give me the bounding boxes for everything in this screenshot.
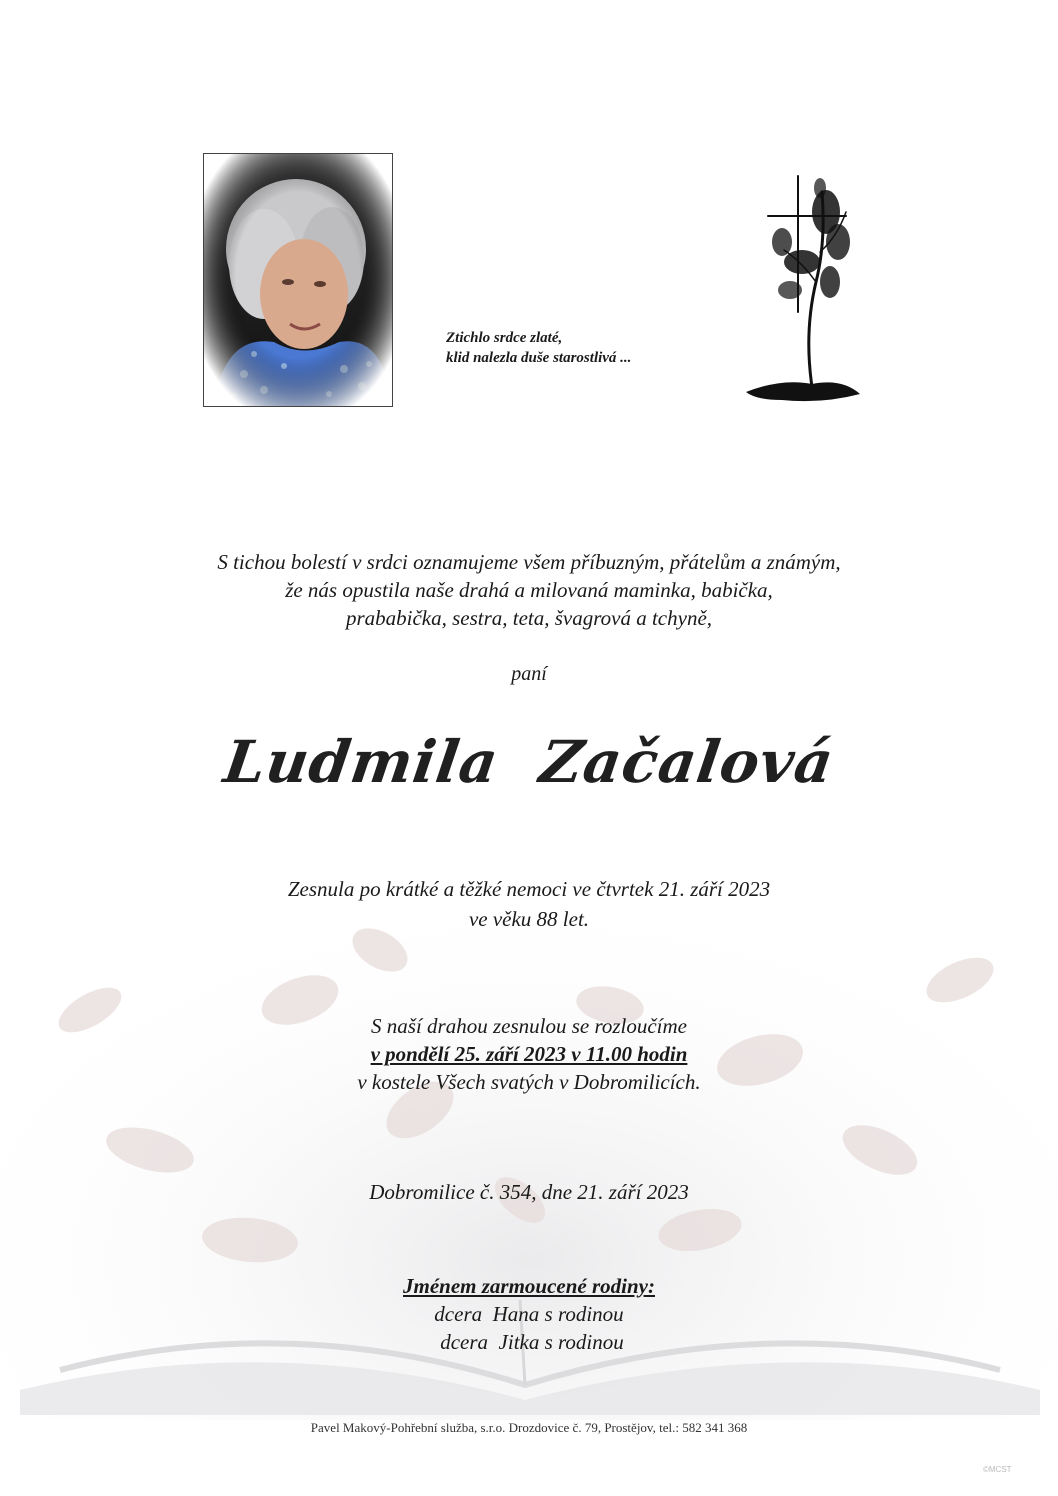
portrait-photo: [203, 153, 393, 407]
intro-line: že nás opustila naše drahá a milovaná maminka, babička,: [285, 578, 773, 602]
honorific: paní: [511, 663, 547, 685]
family-member: dcera Hana s rodinou: [434, 1302, 624, 1326]
motto-line: klid nalezla duše starostlivá ...: [446, 350, 632, 366]
motto: [446, 328, 631, 368]
funeral-service-footer: Pavel Makový-Pohřební služba, s.r.o. Drozdovice č. 79, Prostějov, tel.: 582 341 368: [310, 1420, 748, 1435]
farewell-line: S naší drahou zesnulou se rozloučíme: [371, 1014, 687, 1038]
birch-cross-icon: [742, 172, 864, 404]
place-date: Dobromilice č. 354, dne 21. září 2023: [369, 1180, 689, 1204]
family-member: dcera Jitka s rodinou: [440, 1330, 624, 1354]
family-signature: [0, 1272, 1058, 1356]
age-line: ve věku 88 let.: [468, 907, 590, 931]
watermark: ©MCST: [983, 1465, 1012, 1474]
death-line: Zesnula po krátké a těžké nemoci ve čtvrtek 21. září 2023: [287, 877, 771, 901]
funeral-date-time: v pondělí 25. září 2023 v 11.00 hodin: [370, 1042, 688, 1066]
intro-line: prababička, sestra, teta, švagrová a tchyně,: [345, 606, 713, 630]
funeral-info: [0, 1012, 1058, 1096]
motto-line: Ztichlo srdce zlaté,: [446, 330, 563, 346]
intro-line: S tichou bolestí v srdci oznamujeme všem příbuzným, přátelům a známým,: [217, 550, 841, 574]
death-notice: [0, 874, 1058, 934]
funeral-location: v kostele Všech svatých v Dobromilicích.: [357, 1070, 701, 1094]
announcement-intro: [0, 548, 1058, 632]
deceased-name-text: Ludmila Začalová: [219, 728, 839, 796]
family-heading: Jménem zarmoucené rodiny:: [403, 1274, 655, 1298]
deceased-name: [0, 728, 1058, 796]
